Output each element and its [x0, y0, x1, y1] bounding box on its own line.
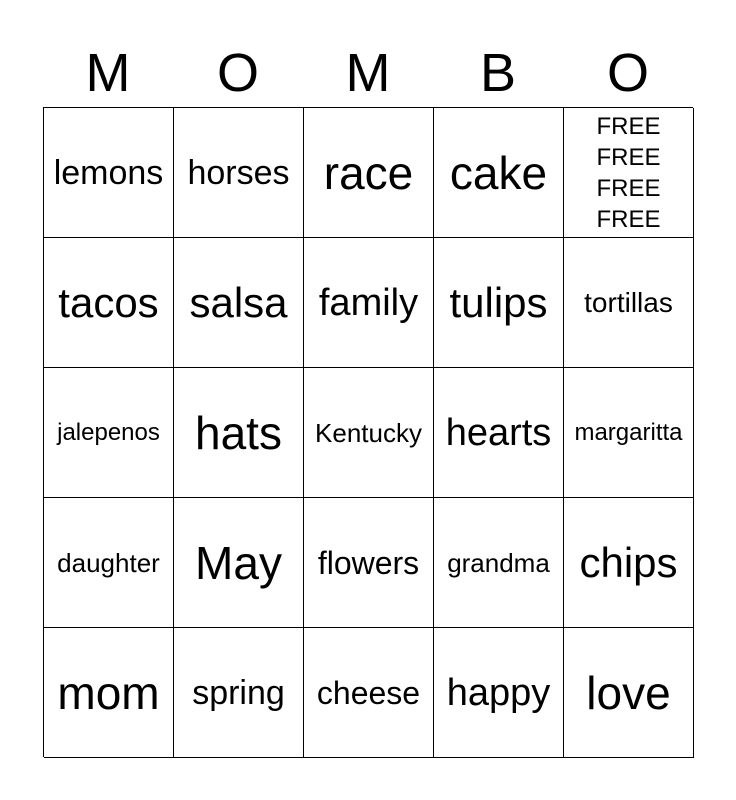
bingo-cell-free [564, 108, 694, 238]
bingo-cell-chips: chips [564, 498, 694, 628]
bingo-cell-cake: cake [434, 108, 564, 238]
header-letter-b: B [479, 43, 517, 103]
header-letter-m1: M [85, 43, 131, 103]
bingo-header [43, 40, 693, 106]
bingo-cell-may: May [174, 498, 304, 628]
bingo-cell-race: race [304, 108, 434, 238]
bingo-cell-tulips: tulips [434, 238, 564, 368]
bingo-cell-salsa: salsa [174, 238, 304, 368]
bingo-cell-mom: mom [44, 628, 174, 758]
bingo-cell-daughter: daughter [44, 498, 174, 628]
bingo-cell-spring: spring [174, 628, 304, 758]
bingo-cell-love: love [564, 628, 694, 758]
bingo-cell-lemons: lemons [44, 108, 174, 238]
bingo-cell-margaritta: margaritta [564, 368, 694, 498]
bingo-cell-hats: hats [174, 368, 304, 498]
bingo-cell-family: family [304, 238, 434, 368]
bingo-cell-grandma: grandma [434, 498, 564, 628]
bingo-cell-kentucky: Kentucky [304, 368, 434, 498]
header-letter-o2: O [606, 43, 649, 103]
header-letter-o1: O [216, 43, 259, 103]
free-line-3: FREE [596, 174, 661, 202]
bingo-cell-flowers: flowers [304, 498, 434, 628]
bingo-cell-jalepenos: jalepenos [44, 368, 174, 498]
free-line-1: FREE [596, 112, 661, 140]
bingo-cell-tortillas: tortillas [564, 238, 694, 368]
bingo-cell-horses: horses [174, 108, 304, 238]
header-letter-m2: M [345, 43, 391, 103]
free-line-2: FREE [596, 143, 661, 171]
bingo-cell-cheese: cheese [304, 628, 434, 758]
bingo-cell-hearts: hearts [434, 368, 564, 498]
bingo-cell-tacos: tacos [44, 238, 174, 368]
bingo-board [43, 107, 693, 757]
bingo-cell-happy: happy [434, 628, 564, 758]
free-line-4: FREE [596, 205, 661, 233]
